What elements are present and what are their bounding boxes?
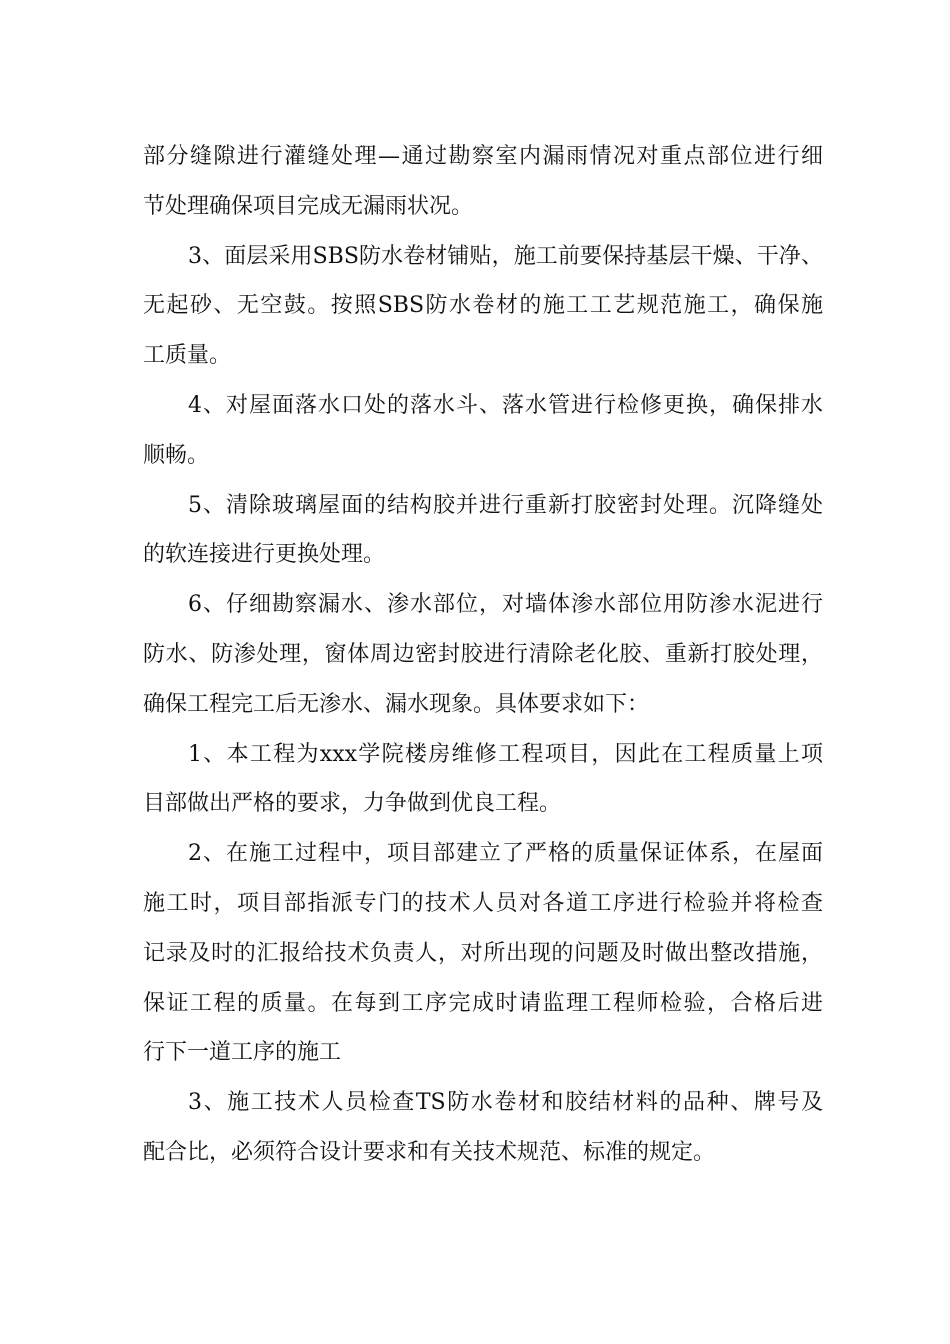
document-body <box>143 132 823 1178</box>
paragraph-item-5-glass-roof <box>143 481 823 581</box>
text-line: 顺畅。 <box>143 442 210 468</box>
text-line: 2、在施工过程中，项目部建立了严格的质量保证体系，在屋面 <box>188 841 823 867</box>
paragraph-item-4-drain <box>143 381 823 481</box>
text-line: 4、对屋面落水口处的落水斗、落水管进行检修更换，确保排水 <box>188 392 823 418</box>
text-line: 1、本工程为xxx学院楼房维修工程项目，因此在工程质量上项 <box>188 741 823 767</box>
text-line: 记录及时的汇报给技术负责人，对所出现的问题及时做出整改措施， <box>143 940 823 966</box>
text-line: 保证工程的质量。在每到工序完成时请监理工程师检验，合格后进 <box>143 990 823 1016</box>
text-line: 部分缝隙进行灌缝处理—通过勘察室内漏雨情况对重点部位进行细 <box>143 144 823 169</box>
paragraph-requirement-2 <box>143 829 823 1078</box>
text-line: 的软连接进行更换处理。 <box>143 542 386 568</box>
text-line: 3、面层采用SBS防水卷材铺贴，施工前要保持基层干燥、干净、 <box>188 243 823 269</box>
text-line: 3、施工技术人员检查TS防水卷材和胶结材料的品种、牌号及 <box>188 1090 823 1116</box>
text-line: 配合比，必须符合设计要求和有关技术规范、标准的规定。 <box>143 1139 716 1165</box>
paragraph-item-6-leak-survey <box>143 580 823 729</box>
text-line: 节处理确保项目完成无漏雨状况。 <box>143 193 474 219</box>
paragraph-item-3-sbs <box>143 232 823 381</box>
text-line: 确保工程完工后无渗水、漏水现象。具体要求如下： <box>143 691 650 717</box>
text-line: 5、清除玻璃屋面的结构胶并进行重新打胶密封处理。沉降缝处 <box>188 492 823 518</box>
text-line: 无起砂、无空鼓。按照SBS防水卷材的施工工艺规范施工，确保施 <box>143 293 823 319</box>
paragraph-requirement-1 <box>143 730 823 830</box>
text-line: 防水、防渗处理，窗体周边密封胶进行清除老化胶、重新打胶处理， <box>143 641 823 667</box>
text-line: 目部做出严格的要求，力争做到优良工程。 <box>143 791 562 817</box>
paragraph-continuation <box>143 132 823 232</box>
text-line: 6、仔细勘察漏水、渗水部位，对墙体渗水部位用防渗水泥进行 <box>188 592 823 618</box>
text-line: 施工时，项目部指派专门的技术人员对各道工序进行检验并将检查 <box>143 890 823 916</box>
paragraph-requirement-3 <box>143 1078 823 1178</box>
text-line: 工质量。 <box>143 343 232 369</box>
text-line: 行下一道工序的施工 <box>143 1040 342 1066</box>
